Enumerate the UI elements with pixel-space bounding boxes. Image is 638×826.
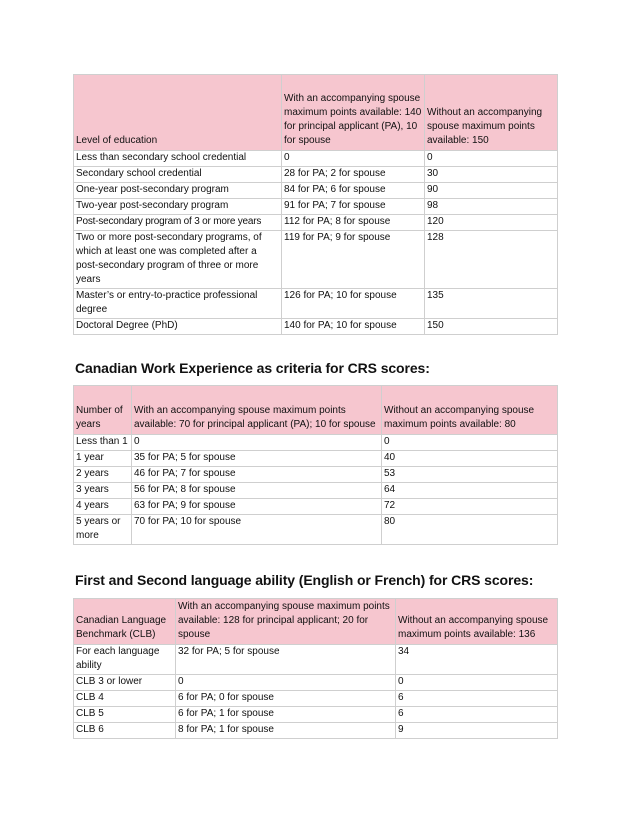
table-row — [74, 675, 558, 691]
table-cell: 40 — [382, 451, 558, 467]
header-cell: Canadian Language Benchmark (CLB) — [74, 599, 176, 645]
header-cell: With an accompanying spouse maximum points available: 70 for principal applicant (PA); 10 for spouse — [132, 386, 382, 435]
table-row — [74, 467, 558, 483]
table-cell: Less than 1 — [74, 435, 132, 451]
table-row — [74, 723, 558, 739]
table-cell: 9 — [396, 723, 558, 739]
table-cell: 6 — [396, 691, 558, 707]
table-row — [74, 167, 558, 183]
table-cell: 6 — [396, 707, 558, 723]
table-cell: CLB 4 — [74, 691, 176, 707]
table-cell: 140 for PA; 10 for spouse — [282, 319, 425, 335]
language-ability-table — [73, 598, 558, 739]
table-cell: Two or more post-secondary programs, of which at least one was completed after a post-secondary program of three or more years — [74, 231, 282, 289]
table-cell: 120 — [425, 215, 558, 231]
table-cell: 0 — [396, 675, 558, 691]
table-cell: 63 for PA; 9 for spouse — [132, 499, 382, 515]
header-cell: With an accompanying spouse maximum points available: 128 for principal applicant; 20 for spouse — [176, 599, 396, 645]
table-cell: 6 for PA; 1 for spouse — [176, 707, 396, 723]
table-cell: 0 — [132, 435, 382, 451]
table-cell: CLB 5 — [74, 707, 176, 723]
table-cell: 3 years — [74, 483, 132, 499]
table-row — [74, 451, 558, 467]
table-cell: 0 — [176, 675, 396, 691]
table-cell: 90 — [425, 183, 558, 199]
header-cell: Number of years — [74, 386, 132, 435]
table-cell: Less than secondary school credential — [74, 151, 282, 167]
table-row — [74, 707, 558, 723]
table-cell: 80 — [382, 515, 558, 545]
table-cell: 126 for PA; 10 for spouse — [282, 289, 425, 319]
table-cell: 91 for PA; 7 for spouse — [282, 199, 425, 215]
table-row — [74, 151, 558, 167]
table-cell: 84 for PA; 6 for spouse — [282, 183, 425, 199]
table-cell: Doctoral Degree (PhD) — [74, 319, 282, 335]
header-cell: Level of education — [74, 75, 282, 151]
table-cell: 53 — [382, 467, 558, 483]
table-cell: Post-secondary program of 3 or more years — [74, 215, 282, 231]
table-cell: 0 — [382, 435, 558, 451]
language-ability-heading: First and Second language ability (English or French) for CRS scores: — [75, 572, 534, 588]
table-cell: One-year post-secondary program — [74, 183, 282, 199]
table-row — [74, 645, 558, 675]
table-cell: 4 years — [74, 499, 132, 515]
table-cell: Two-year post-secondary program — [74, 199, 282, 215]
table-cell: 135 — [425, 289, 558, 319]
table-header-row — [74, 599, 558, 645]
table-cell: 6 for PA; 0 for spouse — [176, 691, 396, 707]
table-cell: 112 for PA; 8 for spouse — [282, 215, 425, 231]
table-cell: 0 — [425, 151, 558, 167]
table-cell: For each language ability — [74, 645, 176, 675]
work-experience-heading: Canadian Work Experience as criteria for CRS scores: — [75, 360, 430, 376]
table-row — [74, 199, 558, 215]
table-cell: Master’s or entry-to-practice professional degree — [74, 289, 282, 319]
table-cell: 98 — [425, 199, 558, 215]
header-cell: Without an accompanying spouse maximum points available: 136 — [396, 599, 558, 645]
header-cell: With an accompanying spouse maximum points available: 140 for principal applicant (PA), 10 for spouse — [282, 75, 425, 151]
table-row — [74, 691, 558, 707]
table-cell: 28 for PA; 2 for spouse — [282, 167, 425, 183]
table-row — [74, 483, 558, 499]
table-row — [74, 231, 558, 289]
table-cell: 64 — [382, 483, 558, 499]
table-cell: 46 for PA; 7 for spouse — [132, 467, 382, 483]
table-cell: 70 for PA; 10 for spouse — [132, 515, 382, 545]
table-cell: 35 for PA; 5 for spouse — [132, 451, 382, 467]
table-cell: CLB 6 — [74, 723, 176, 739]
table-cell: 34 — [396, 645, 558, 675]
table-row — [74, 319, 558, 335]
education-table — [73, 74, 558, 335]
table-cell: Secondary school credential — [74, 167, 282, 183]
table-cell: 0 — [282, 151, 425, 167]
table-row — [74, 499, 558, 515]
work-experience-table — [73, 385, 558, 545]
table-header-row — [74, 75, 558, 151]
table-cell: CLB 3 or lower — [74, 675, 176, 691]
table-row — [74, 183, 558, 199]
table-row — [74, 215, 558, 231]
table-cell: 150 — [425, 319, 558, 335]
table-cell: 30 — [425, 167, 558, 183]
table-header-row — [74, 386, 558, 435]
table-cell: 32 for PA; 5 for spouse — [176, 645, 396, 675]
table-cell: 1 year — [74, 451, 132, 467]
table-cell: 5 years or more — [74, 515, 132, 545]
table-cell: 8 for PA; 1 for spouse — [176, 723, 396, 739]
table-cell: 2 years — [74, 467, 132, 483]
header-cell: Without an accompanying spouse maximum points available: 80 — [382, 386, 558, 435]
table-cell: 128 — [425, 231, 558, 289]
table-cell: 56 for PA; 8 for spouse — [132, 483, 382, 499]
table-row — [74, 435, 558, 451]
table-row — [74, 289, 558, 319]
header-cell: Without an accompanying spouse maximum points available: 150 — [425, 75, 558, 151]
table-cell: 72 — [382, 499, 558, 515]
table-cell: 119 for PA; 9 for spouse — [282, 231, 425, 289]
table-row — [74, 515, 558, 545]
